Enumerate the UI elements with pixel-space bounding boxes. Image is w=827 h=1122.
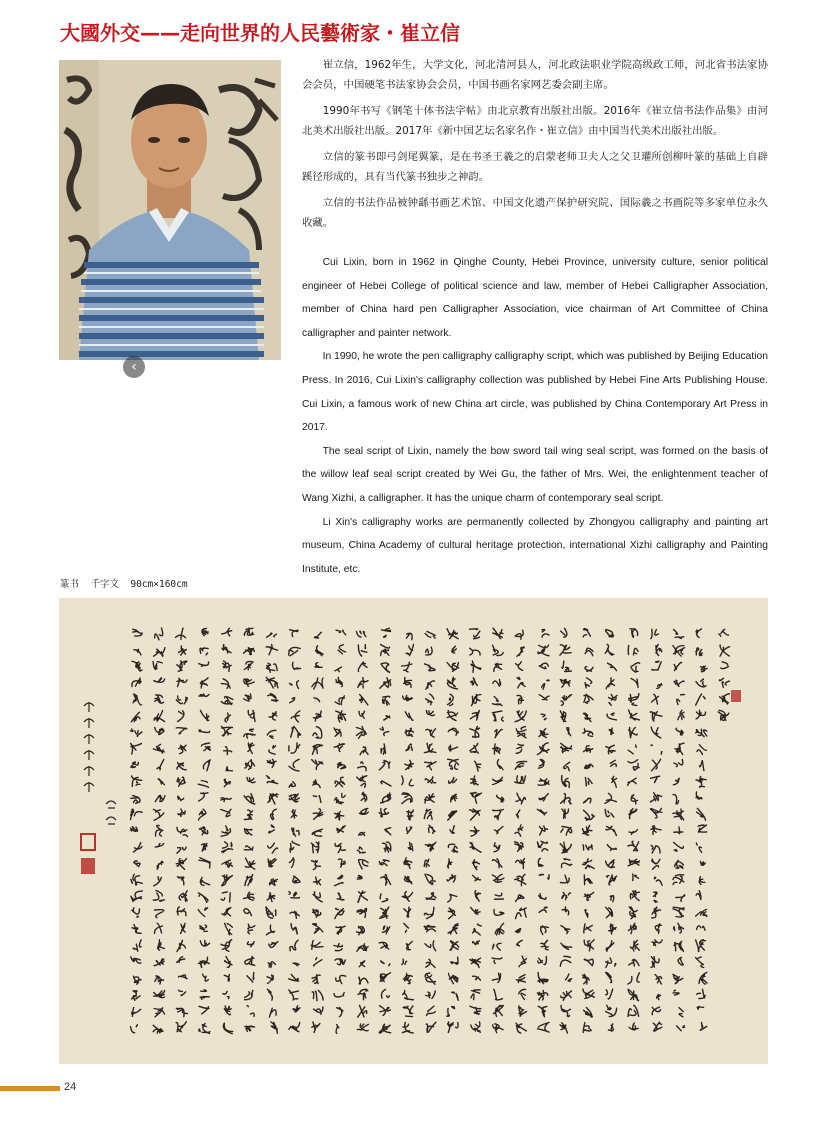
cn-bio-paragraph: 1990年书写《钢笔十体书法字帖》由北京教育出版社出版。2016年《崔立信书法作品集》由河北美术出版社出版。2017年《新中国艺坛名家名作・崔立信》由中国当代美术出版社出版。 [302, 105, 768, 137]
previous-arrow-button[interactable]: ‹ [123, 356, 145, 378]
artwork-caption: 篆书 千字文 90cm×160cm [60, 579, 188, 590]
calligraphy-artwork [59, 598, 768, 1064]
en-bio-paragraph: Li Xin's calligraphy works are permanently collected by Zhongyou calligraphy and painting art museum, China Academy of cultural heritage protection, international Xizhi calligraphy and Painting Institute, etc. [302, 516, 768, 575]
en-bio-paragraph: Cui Lixin, born in 1962 in Qinghe County, Hebei Province, university culture, senior political engineer of Hebei College of political science and law, member of Hebei Calligrapher Association, member of China hard pen Calligrapher Association, vice chairman of Art Committee of China calligrapher and painter network. [302, 257, 768, 339]
chinese-biography [302, 55, 768, 239]
cn-bio-paragraph: 立信的篆书即弓剑尾翼篆，是在书圣王羲之的启蒙老师卫夫人之父卫瓘所创柳叶篆的基础上自辟蹊径形成的，具有当代篆书独步之神韵。 [302, 151, 768, 183]
calligraphy-image [59, 598, 768, 1064]
english-biography [302, 251, 768, 581]
page-title: 大國外交——走向世界的人民藝術家・崔立信 [60, 21, 460, 45]
seal-stamp [81, 858, 95, 874]
artist-portrait [59, 60, 281, 375]
portrait-image [59, 60, 281, 360]
cn-bio-paragraph: 崔立信，1962年生，大学文化，河北清河县人，河北政法职业学院高级政工师，河北省书法家协会会员，中国硬笔书法家协会会员，中国书画名家网艺委会副主席。 [302, 59, 768, 91]
cn-bio-paragraph: 立信的书法作品被钟繇书画艺术馆、中国文化遗产保护研究院、国际羲之书画院等多家单位永久收藏。 [302, 197, 768, 229]
seal-script-glyph [359, 832, 365, 835]
footer-accent-bar [0, 1086, 60, 1091]
en-bio-paragraph: The seal script of Lixin, namely the bow sword tail wing seal script, was formed on the basis of the willow leaf seal script created by Wei Gu, the father of Mrs. Wei, the enlightenment teacher of Wang Xizhi, a calligrapher. It has the unique charm of contemporary seal script. [302, 445, 768, 504]
page-number: 24 [64, 1081, 77, 1093]
seal-stamp [731, 690, 741, 702]
en-bio-paragraph: In 1990, he wrote the pen calligraphy calligraphy script, which was published by Beijing Education Press. In 2016, Cui Lixin's calligraphy collection was published by Hebei Fine Arts Publishing House. Cui Lixin, a famous work of new China art circle, was published by China Contemporary Art Press in 2017. [302, 351, 768, 434]
